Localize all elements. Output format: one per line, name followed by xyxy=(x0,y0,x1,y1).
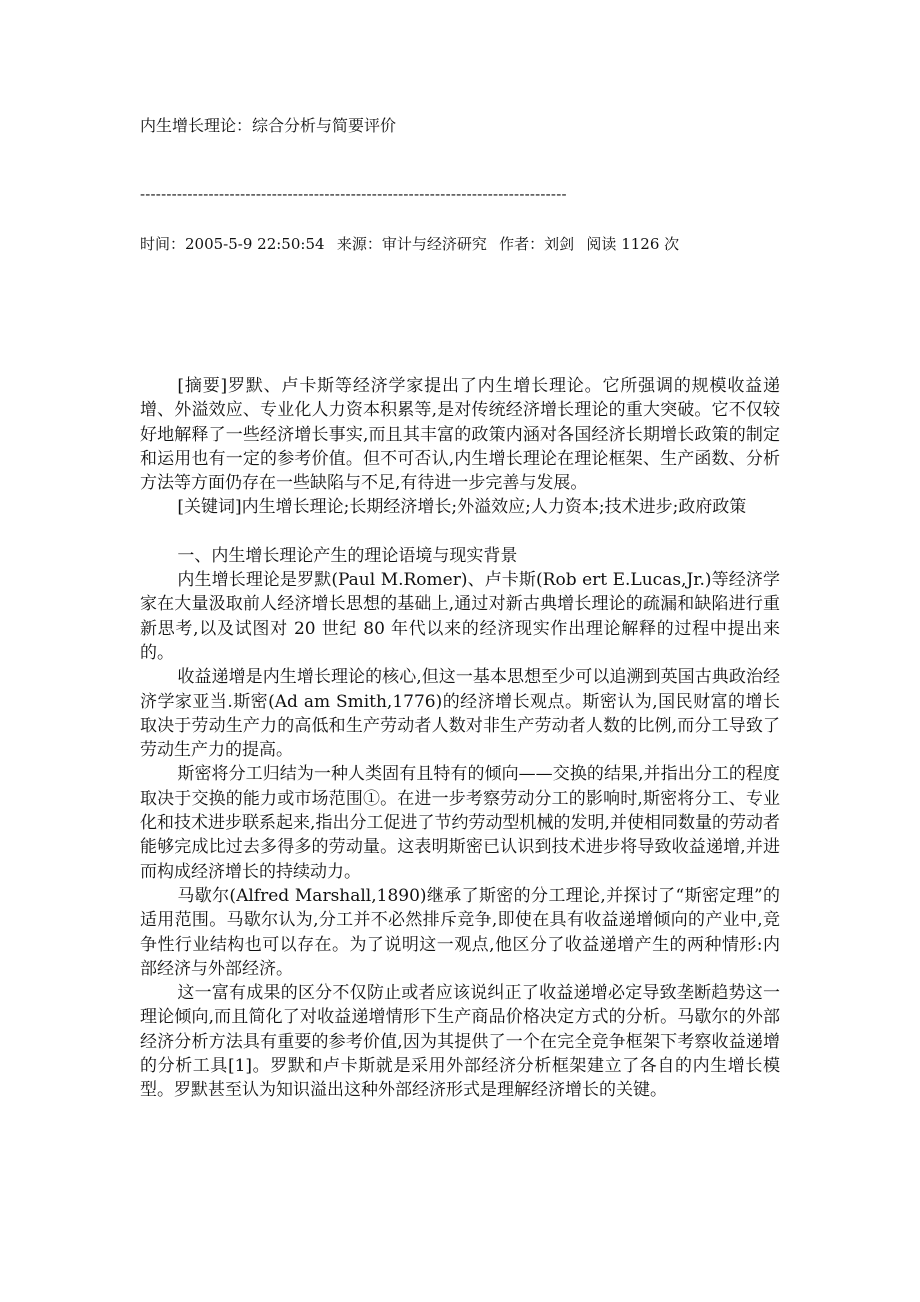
article-author: 作者：刘剑 xyxy=(499,235,575,253)
article-body xyxy=(140,374,780,1103)
body-paragraph: 收益递增是内生增长理论的核心,但这一基本思想至少可以追溯到英国古典政治经济学家亚当.斯密(Ad am Smith,1776)的经济增长观点。斯密认为,国民财富的增长取决于劳动生产力的高低和生产劳动者人数对非生产劳动者人数的比例,而分工导致了劳动生产力的提高。 xyxy=(140,667,780,761)
separator-line: --------------------------------------------------------------------------------- xyxy=(140,185,567,203)
abstract-paragraph: [摘要]罗默、卢卡斯等经济学家提出了内生增长理论。它所强调的规模收益递增、外溢效应、专业化人力资本积累等,是对传统经济增长理论的重大突破。它不仅较好地解释了一些经济增长事实,而且其丰富的政策内涵对各国经济长期增长政策的制定和运用也有一定的参考价值。但不可否认,内生增长理论在理论框架、生产函数、分析方法等方面仍存在一些缺陷与不足,有待进一步完善与发展。 xyxy=(140,376,780,494)
body-paragraph: 马歇尔(Alfred Marshall,1890)继承了斯密的分工理论,并探讨了“斯密定理”的适用范围。马歇尔认为,分工并不必然排斥竞争,即使在具有收益递增倾向的产业中,竞争性行业结构也可以存在。为了说明这一观点,他区分了收益递增产生的两种情形:内部经济与外部经济。 xyxy=(140,885,780,979)
article-source: 来源：审计与经济研究 xyxy=(336,235,487,253)
document-title: 内生增长理论：综合分析与简要评价 xyxy=(140,116,397,135)
publish-time: 时间：2005-5-9 22:50:54 xyxy=(140,235,325,253)
keywords-paragraph: [关键词]内生增长理论;长期经济增长;外溢效应;人力资本;技术进步;政府政策 xyxy=(177,497,747,518)
body-paragraph: 内生增长理论是罗默(Paul M.Romer)、卢卡斯(Rob ert E.Lucas,Jr.)等经济学家在大量汲取前人经济增长思想的基础上,通过对新古典增长理论的疏漏和缺陷进行重新思考,以及试图对 20 世纪 80 年代以来的经济现实作出理论解释的过程中提出来的。 xyxy=(140,570,780,663)
read-count: 阅读 1126 次 xyxy=(586,235,680,253)
section-heading: 一、内生增长理论产生的理论语境与现实背景 xyxy=(177,545,518,566)
body-paragraph: 这一富有成果的区分不仅防止或者应该说纠正了收益递增必定导致垄断趋势这一理论倾向,而且简化了对收益递增情形下生产商品价格决定方式的分析。马歇尔的外部经济分析方法具有重要的参考价值,因为其提供了一个在完全竞争框架下考察收益递增的分析工具[1]。罗默和卢卡斯就是采用外部经济分析框架建立了各自的内生增长模型。罗默甚至认为知识溢出这种外部经济形式是理解经济增长的关键。 xyxy=(140,983,780,1101)
article-meta xyxy=(140,232,679,256)
body-paragraph: 斯密将分工归结为一种人类固有且特有的倾向——交换的结果,并指出分工的程度取决于交换的能力或市场范围①。在进一步考察劳动分工的影响时,斯密将分工、专业化和技术进步联系起来,指出分工促进了节约劳动型机械的发明,并使相同数量的劳动者能够完成比过去多得多的劳动量。这表明斯密已认识到技术进步将导致收益递增,并进而构成经济增长的持续动力。 xyxy=(140,764,780,882)
